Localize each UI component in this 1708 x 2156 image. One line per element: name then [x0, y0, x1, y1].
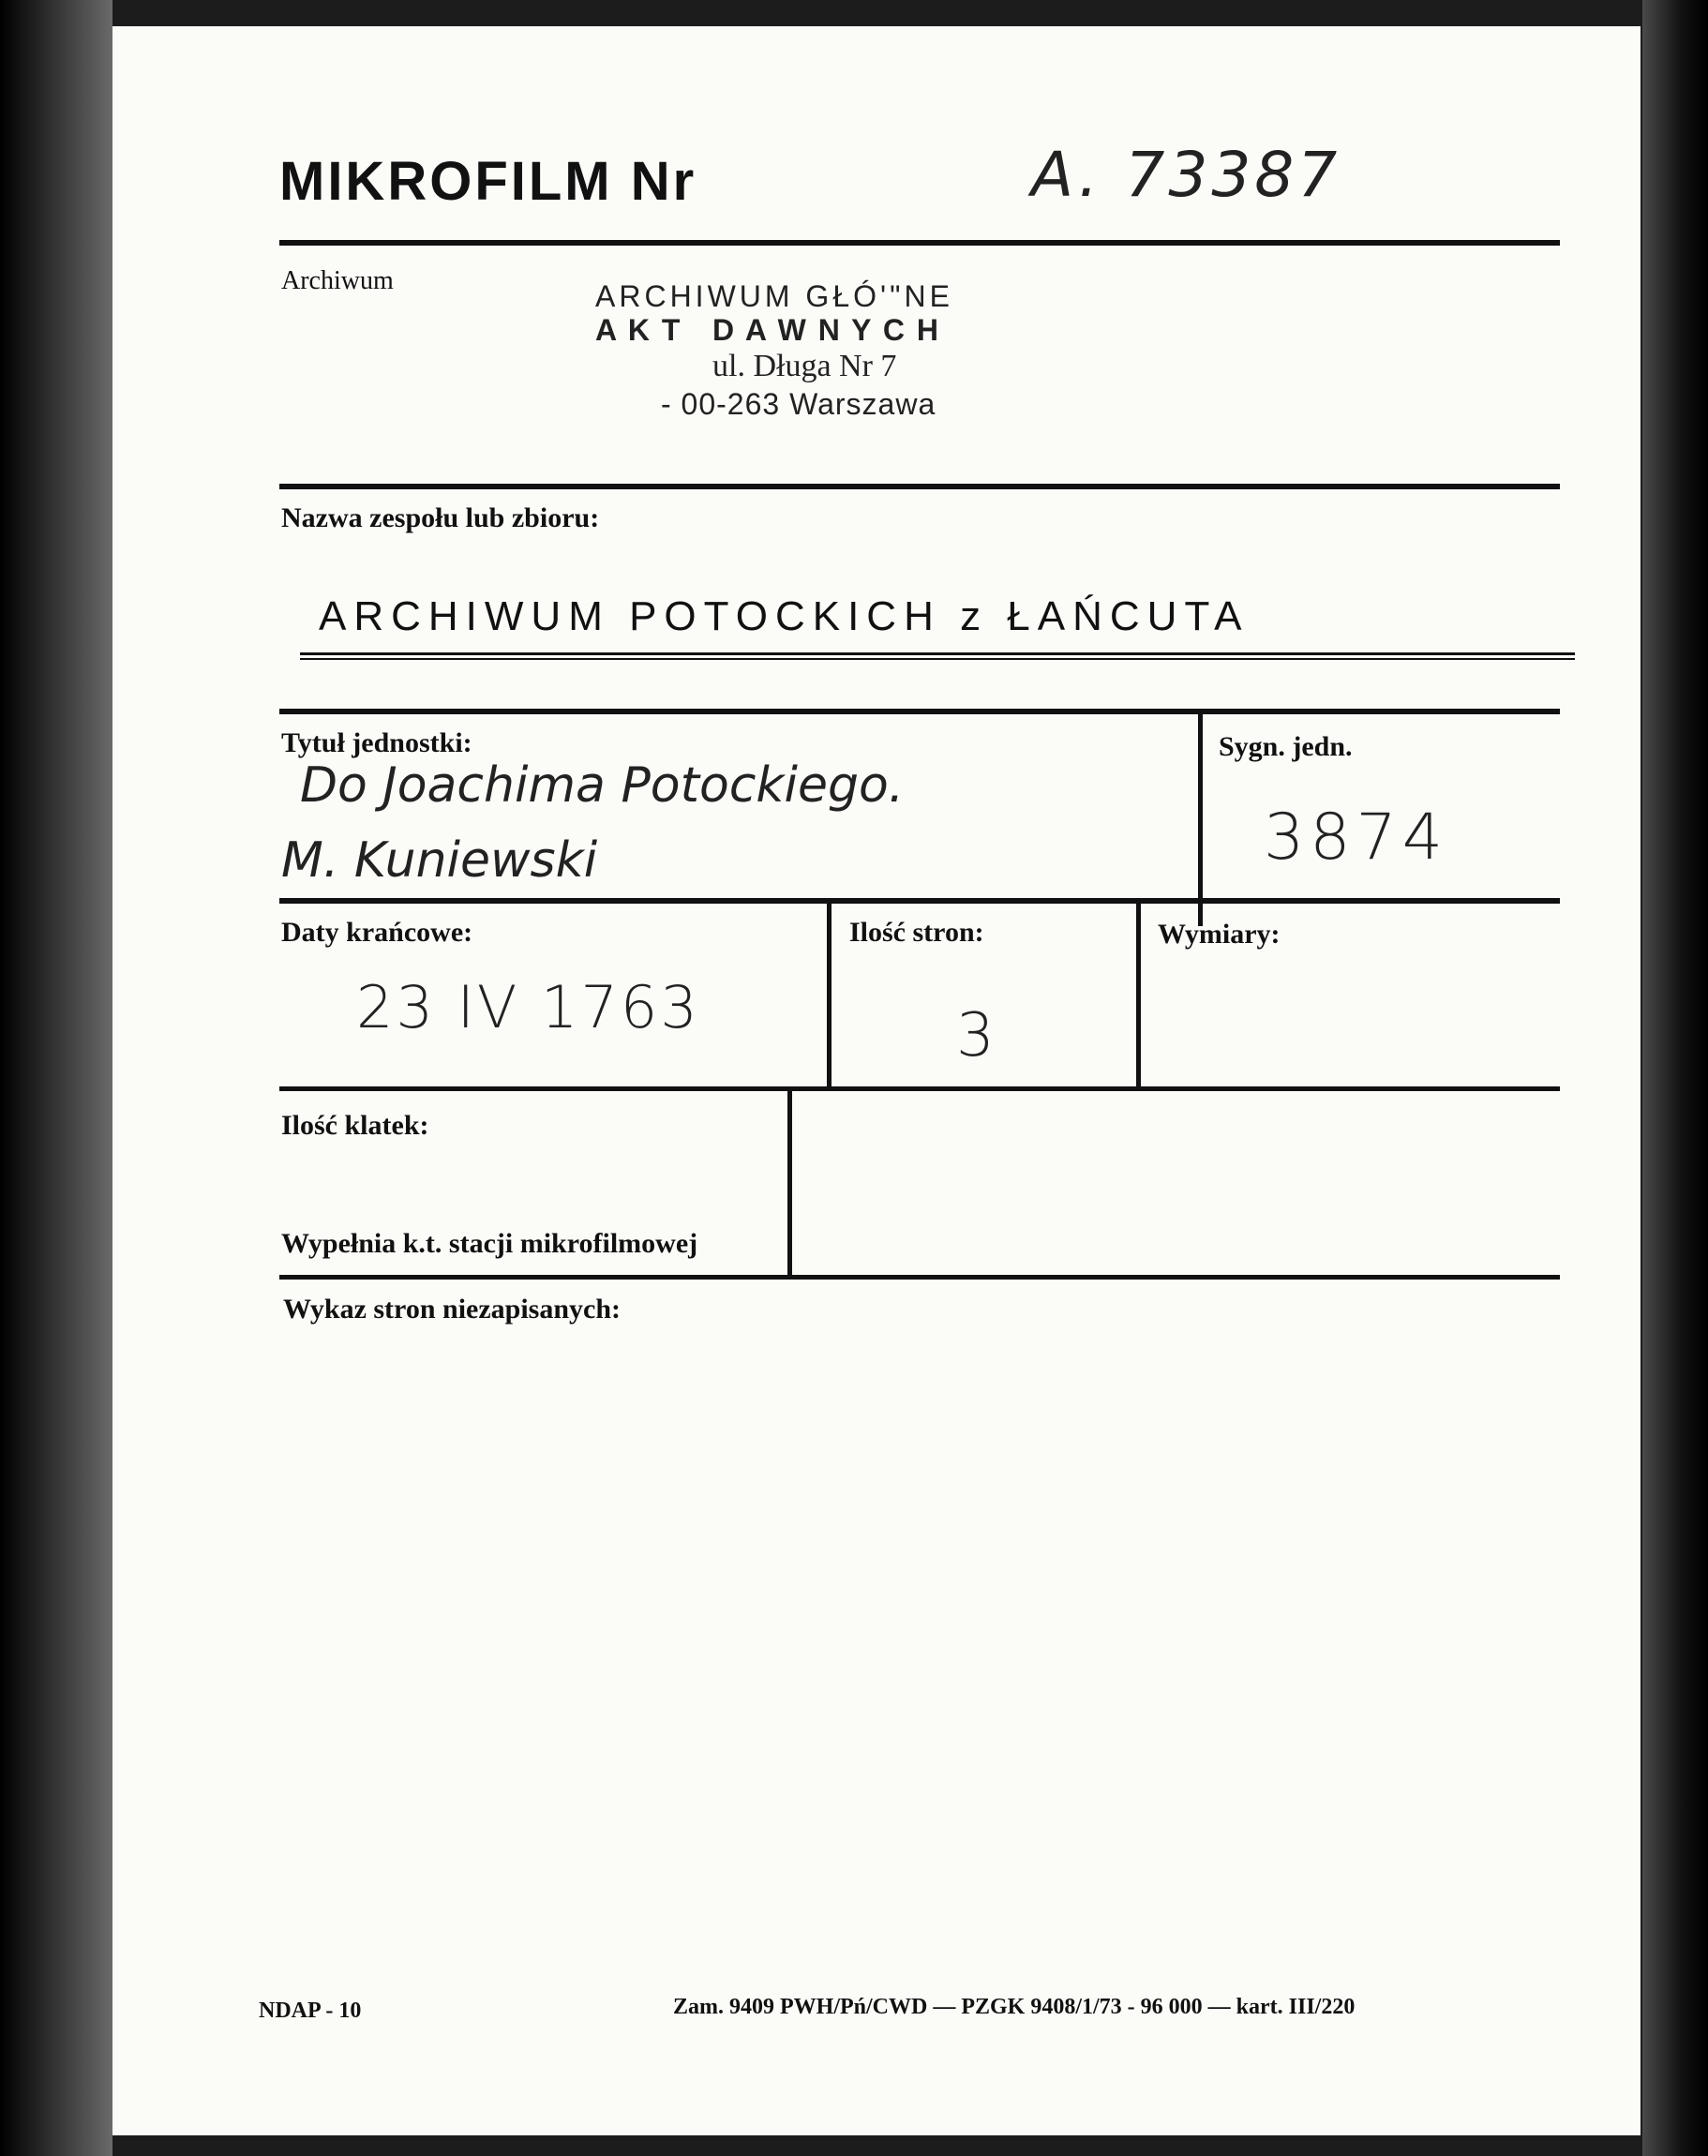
archive-rule — [279, 484, 1560, 489]
frames-divider — [787, 1091, 792, 1275]
pages-divider — [827, 904, 832, 1086]
blank-pages-label: Wykaz stron niezapisanych: — [283, 1294, 622, 1325]
dimensions-label: Wymiary: — [1158, 919, 1281, 950]
archive-stamp-line3: ul. Długa Nr 7 — [712, 349, 897, 383]
card-title: MIKROFILM Nr — [279, 151, 697, 212]
film-border-right — [1642, 0, 1708, 2156]
archive-stamp-line1: ARCHIWUM GŁÓ'"NE — [595, 279, 953, 313]
dimensions-divider — [1136, 904, 1141, 1086]
unit-title-line1: Do Joachima Potockiego. — [300, 757, 905, 814]
unit-rule — [279, 709, 1560, 714]
archive-stamp-line2: A K T D A W N Y C H — [595, 313, 940, 347]
archive-label: Archiwum — [281, 266, 394, 295]
microfilm-card — [112, 26, 1641, 2135]
footer-order: Zam. 9409 PWH/Pń/CWD — PZGK 9408/1/73 - 96 000 — kart. III/220 — [673, 1995, 1356, 2019]
signature-label: Sygn. jedn. — [1219, 731, 1353, 762]
archive-stamp-line4: - 00-263 Warszawa — [661, 387, 936, 421]
unit-title-label: Tytuł jednostki: — [281, 727, 472, 758]
collection-value: ARCHIWUM POTOCKICH z ŁAŃCUTA — [319, 593, 1250, 639]
frames-rule — [279, 1086, 1560, 1091]
blank-pages-rule — [279, 1275, 1560, 1280]
pages-label: Ilość stron: — [849, 917, 984, 948]
header-rule — [279, 240, 1560, 246]
signature-divider — [1198, 714, 1203, 926]
film-border-left — [0, 0, 112, 2156]
unit-title-line2: M. Kuniewski — [281, 832, 598, 889]
dates-rule — [279, 898, 1560, 904]
collection-label: Nazwa zespołu lub zbioru: — [281, 502, 600, 533]
footer-code: NDAP - 10 — [259, 1999, 362, 2023]
pages-value: 3 — [956, 1001, 995, 1071]
signature-value: 3874 — [1264, 801, 1449, 875]
dates-value: 23 IV 1763 — [356, 973, 700, 1041]
collection-underline — [300, 652, 1575, 655]
collection-underline-double — [300, 658, 1575, 660]
dates-label: Daty krańcowe: — [281, 917, 473, 948]
frames-note: Wypełnia k.t. stacji mikrofilmowej — [281, 1228, 698, 1259]
microfilm-number: A. 73387 — [1031, 139, 1341, 211]
frames-label: Ilość klatek: — [281, 1110, 429, 1141]
